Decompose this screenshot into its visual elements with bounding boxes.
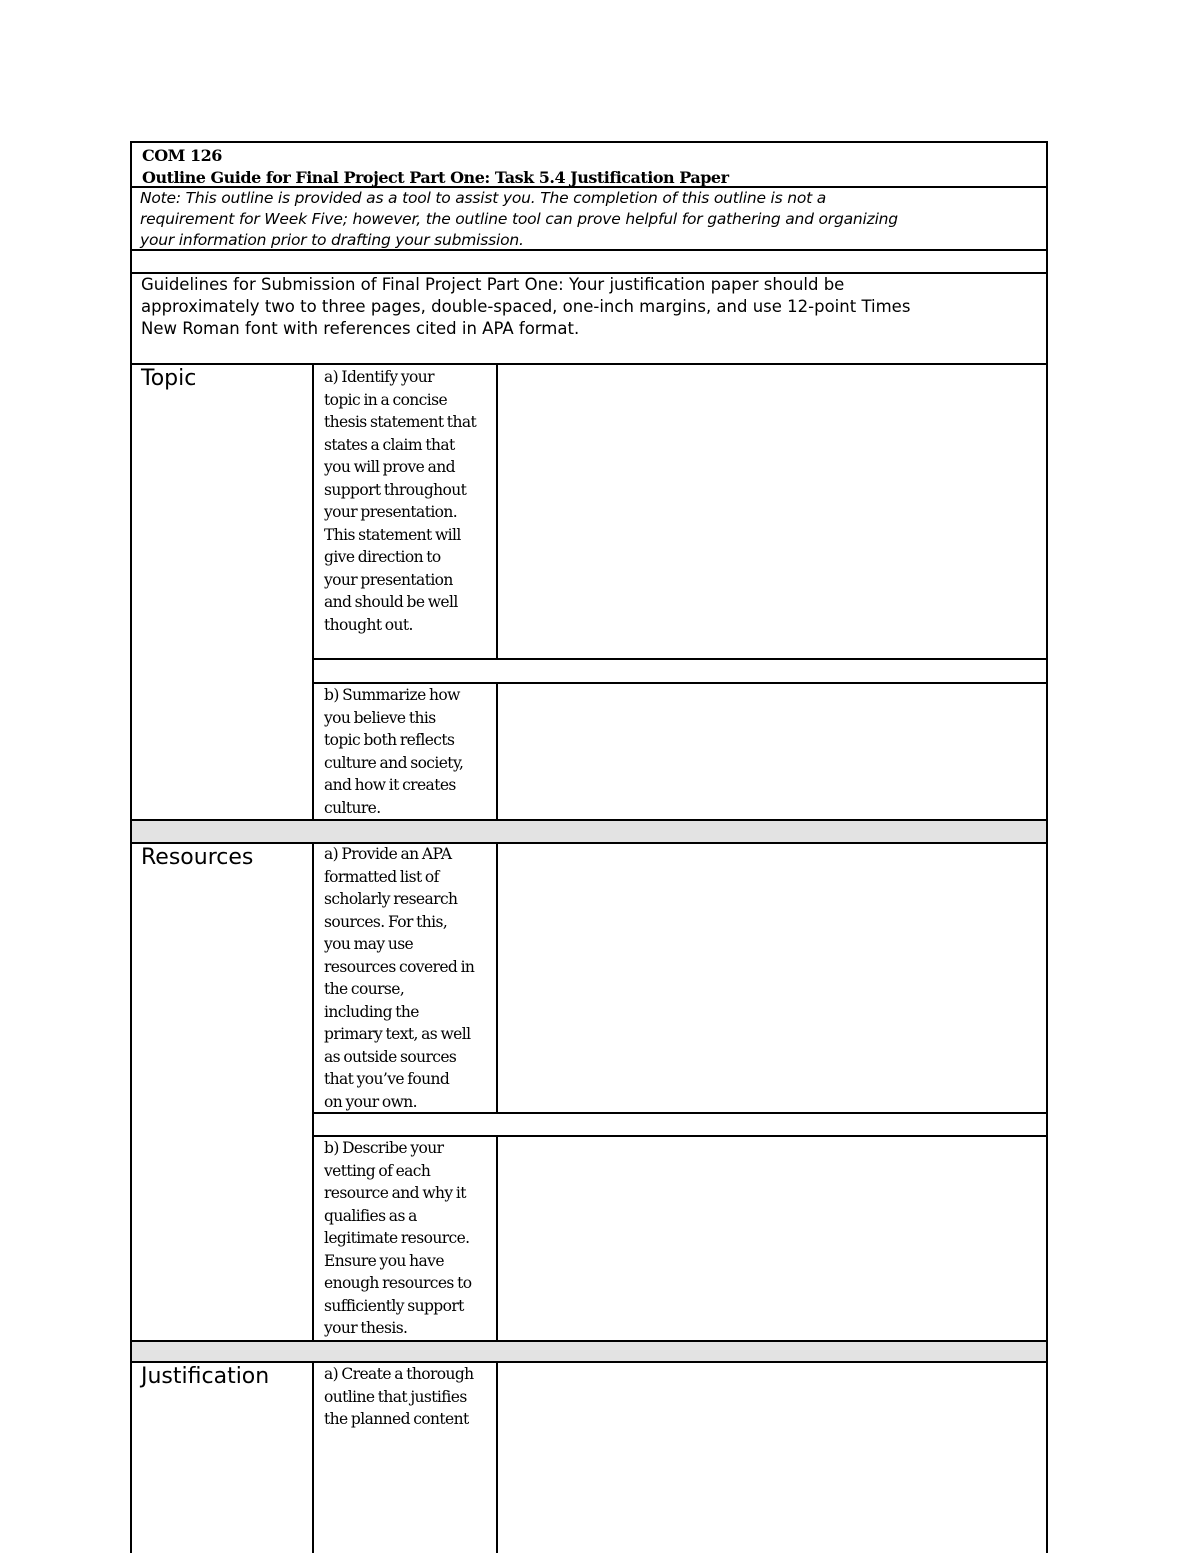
section-label-topic: Topic [141, 366, 197, 391]
outline-table [130, 141, 1048, 1553]
topic-prompt-b: b) Summarize how you believe this topic both reflects culture and society, and how it creates culture. [324, 686, 464, 817]
table-border-top [130, 141, 1048, 143]
resources-prompt-a: a) Provide an APA formatted list of scholarly research sources. For this, you may use resources covered in the course, including the primary text, as well as outside sources that you’ve found on your own. [324, 845, 475, 1111]
justification-prompt-a: a) Create a thorough outline that justifies the planned content [324, 1365, 474, 1428]
justification-answer-a-field[interactable] [498, 1363, 1046, 1553]
section-label-justification: Justification [141, 1364, 270, 1389]
separator-row [131, 820, 1047, 843]
submission-guidelines [141, 274, 1041, 340]
guidelines-line: New Roman font with references cited in APA format. [141, 319, 580, 338]
resources-prompt-b: b) Describe your vetting of each resource and why it qualifies as a legitimate resource. Ensure you have enough resources to sufficiently support your thesis. [324, 1139, 472, 1337]
column-divider [312, 1362, 314, 1553]
resources-answer-b-field[interactable] [498, 1137, 1046, 1340]
topic-answer-a-field[interactable] [498, 365, 1046, 658]
separator-row [131, 1341, 1047, 1362]
page-title: Outline Guide for Final Project Part One: Task 5.4 Justification Paper [142, 168, 729, 187]
outline-note [140, 188, 1040, 251]
note-line: your information prior to drafting your submission. [140, 231, 524, 249]
column-divider [312, 363, 314, 820]
row-divider [130, 819, 1048, 821]
guidelines-line: approximately two to three pages, double-spaced, one-inch margins, and use 12-point Times [141, 297, 911, 316]
guidelines-line: Guidelines for Submission of Final Project Part One: Your justification paper should be [141, 275, 845, 294]
topic-answer-b-field[interactable] [498, 684, 1046, 819]
topic-prompt-a: a) Identify your topic in a concise thesis statement that states a claim that you will prove and support throughout your presentation. This statement will give direction to your presentation and should be well thought out. [324, 368, 477, 634]
document-header [142, 145, 729, 189]
resources-answer-a-field[interactable] [498, 844, 1046, 1112]
note-line: requirement for Week Five; however, the outline tool can prove helpful for gathering and organizing [140, 210, 898, 228]
row-divider [130, 1340, 1048, 1342]
section-label-resources: Resources [141, 845, 254, 870]
course-code: COM 126 [142, 146, 222, 165]
note-line: Note: This outline is provided as a tool to assist you. The completion of this outline is not a [140, 189, 827, 207]
row-divider [312, 658, 1048, 660]
column-divider [312, 843, 314, 1341]
